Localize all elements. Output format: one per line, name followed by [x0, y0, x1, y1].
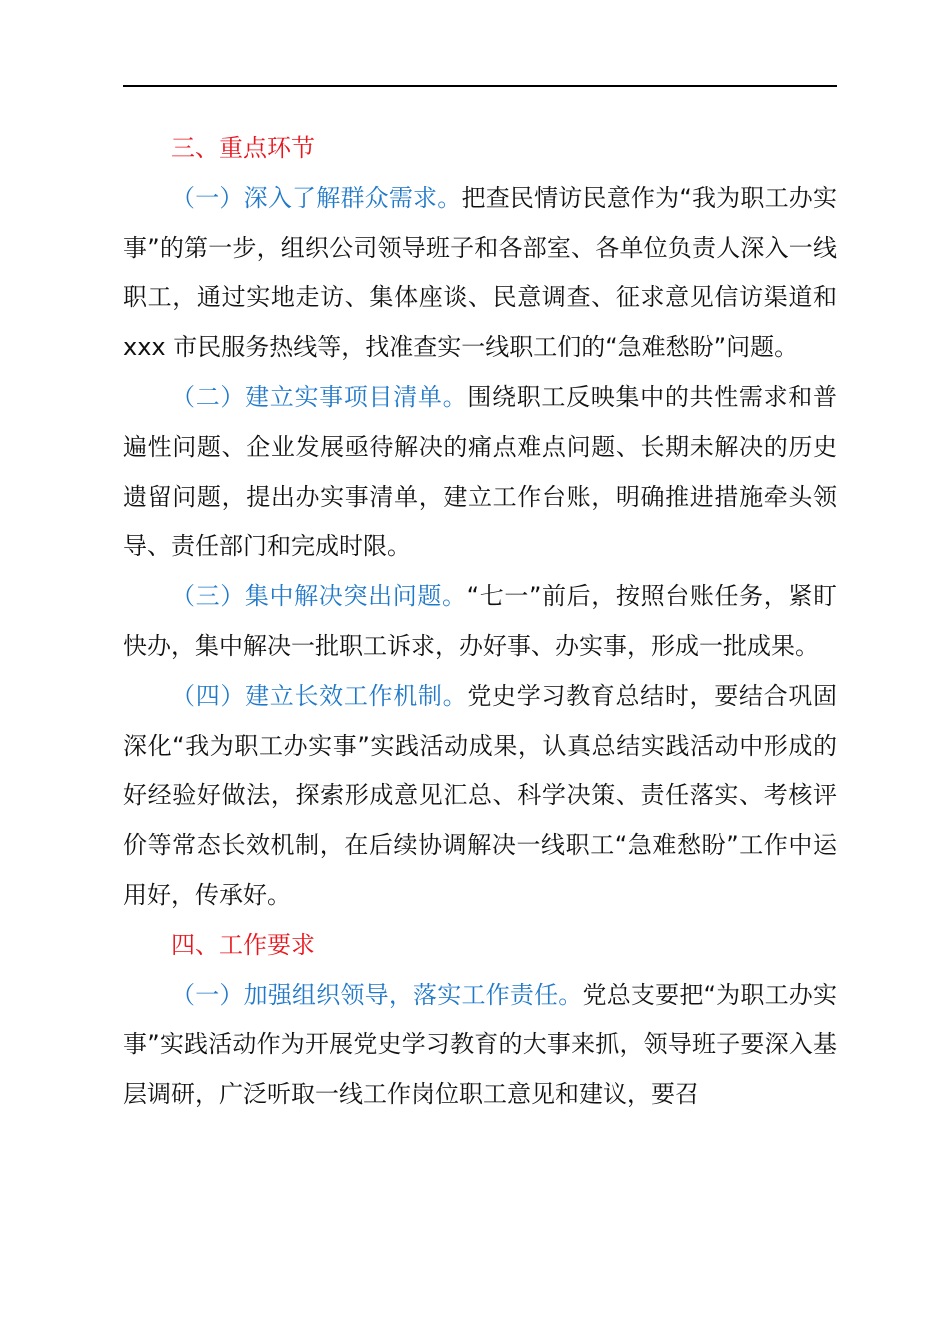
- paragraph-3-1: [123, 174, 837, 373]
- paragraph-text: “七一”前后，按照台账任务，紧盯快办，集中解决一批职工诉求，办好事、办实事，形成一批成果。: [123, 582, 838, 660]
- header-rule: [123, 85, 837, 87]
- paragraph-4-1: [123, 971, 837, 1120]
- section-heading-3: 三、重点环节: [171, 134, 315, 162]
- document-body: [123, 124, 837, 1120]
- paragraph-title: （一）深入了解群众需求。: [171, 183, 462, 212]
- paragraph-title: （四）建立长效工作机制。: [171, 681, 468, 710]
- paragraph-3-2: [123, 373, 837, 572]
- paragraph-text: 党总支要把“为职工办实事”实践活动作为开展党史学习教育的大事来抓，领导班子要深入基层调研，广泛听取一线工作岗位职工意见和建议，要召: [123, 980, 838, 1109]
- section-heading-4: 四、工作要求: [171, 930, 315, 959]
- paragraph-title: （三）集中解决突出问题。: [171, 582, 467, 611]
- paragraph-text: 围绕职工反映集中的共性需求和普遍性问题、企业发展亟待解决的痛点难点问题、长期未解决的历史遗留问题，提出办实事清单，建立工作台账，明确推进措施牵头领导、责任部门和完成时限。: [123, 382, 838, 561]
- paragraph-3-3: [123, 572, 837, 672]
- paragraph-text: 把查民情访民意作为“我为职工办实事”的第一步，组织公司领导班子和各部室、各单位负责人深入一线职工，通过实地走访、集体座谈、民意调查、征求意见信访渠道和 xxx 市民服务热线等，找准查实一线职工们的“急难愁盼”问题。: [123, 183, 838, 362]
- paragraph-title: （一）加强组织领导，落实工作责任。: [171, 980, 583, 1009]
- paragraph-text: 党史学习教育总结时，要结合巩固深化“我为职工办实事”实践活动成果，认真总结实践活动中形成的好经验好做法，探索形成意见汇总、科学决策、责任落实、考核评价等常态长效机制，在后续协调解决一线职工“急难愁盼”工作中运用好，传承好。: [123, 681, 838, 909]
- paragraph-3-4: [123, 672, 837, 921]
- paragraph-title: （二）建立实事项目清单。: [171, 382, 468, 411]
